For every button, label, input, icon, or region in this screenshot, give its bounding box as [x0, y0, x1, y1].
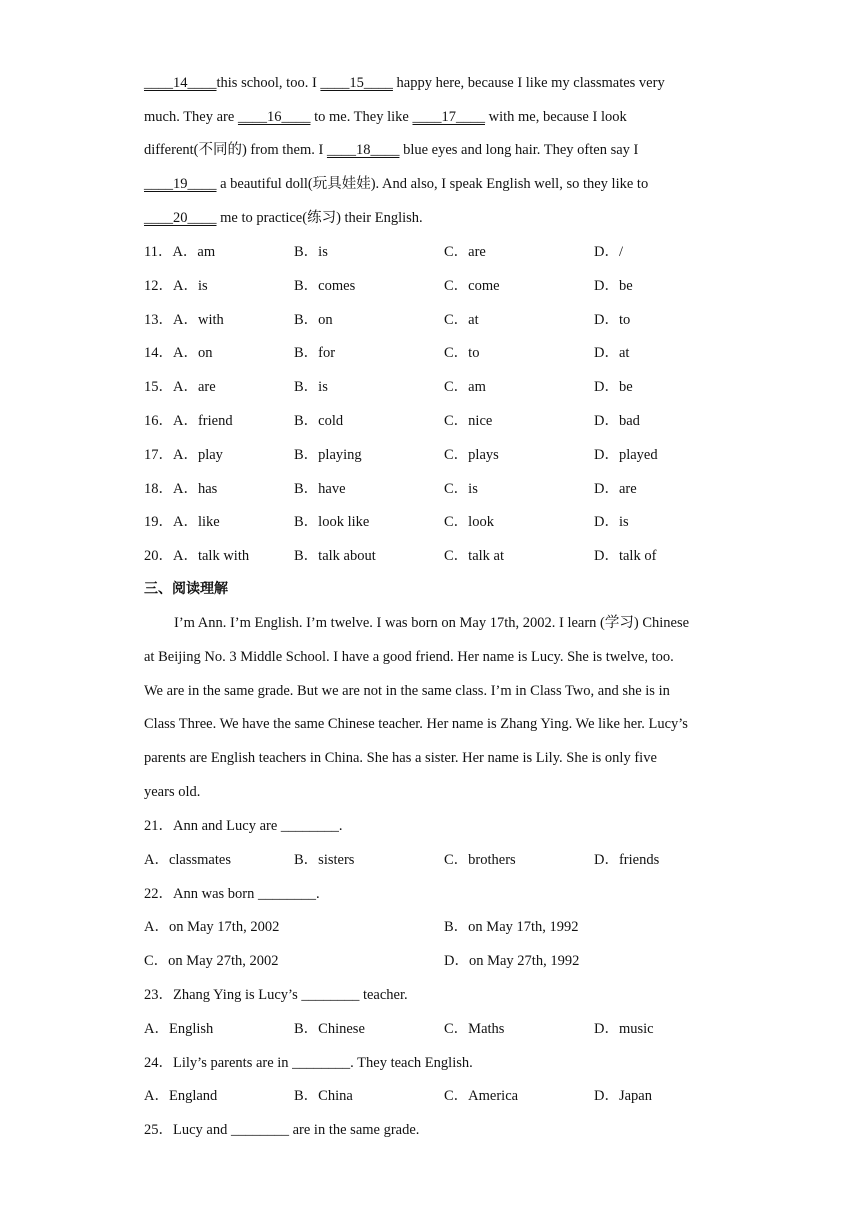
option-a: A．on May 17th, 2002: [144, 919, 280, 936]
reading-line: Class Three. We have the same Chinese teacher. Her name is Zhang Ying. We like her. Lucy’s: [144, 716, 688, 733]
passage-line: [144, 73, 665, 93]
option-c: C．am: [444, 379, 486, 396]
option-c: C．America: [444, 1088, 519, 1105]
option-d: D．are: [594, 480, 637, 497]
passage-text: with me, because I look: [484, 109, 627, 125]
option-b: B．look like: [294, 514, 370, 531]
passage-text: me to practice(练习) their English.: [216, 210, 423, 226]
option-c: C．come: [444, 277, 500, 294]
passage-line: [144, 107, 627, 127]
reading-line: parents are English teachers in China. She has a sister. Her name is Lily. She is only five: [144, 750, 657, 767]
option-a: A．England: [144, 1088, 218, 1105]
option-b: B．have: [294, 480, 346, 497]
answer-blank: ____17____: [412, 109, 485, 125]
question-stem: 23．Zhang Ying is Lucy’s ________ teacher.: [144, 987, 408, 1003]
option-c: C．is: [444, 480, 478, 497]
section-heading: 三、阅读理解: [144, 581, 228, 597]
option-a: 11．A．am: [144, 244, 216, 260]
option-c: C．to: [444, 345, 480, 362]
option-b: B．China: [294, 1088, 353, 1105]
question-stem: 21．Ann and Lucy are ________.: [144, 818, 343, 834]
option-b: B．is: [294, 244, 328, 260]
passage-text: this school, too. I: [216, 75, 321, 91]
option-d: D．at: [594, 345, 630, 362]
option-d: D．talk of: [594, 548, 657, 565]
option-b: B．comes: [294, 277, 356, 294]
option-d: D．bad: [594, 413, 640, 429]
question-stem: 24．Lily’s parents are in ________. They teach English.: [144, 1054, 473, 1071]
option-c: C．are: [444, 244, 486, 260]
reading-line: at Beijing No. 3 Middle School. I have a good friend. Her name is Lucy. She is twelve, too.: [144, 648, 674, 665]
option-a: A．classmates: [144, 851, 231, 868]
option-b: B．on: [294, 311, 333, 328]
answer-blank: ____15____: [320, 75, 393, 91]
option-b: B．for: [294, 345, 336, 362]
option-c: C．brothers: [444, 851, 516, 868]
option-d: D．to: [594, 311, 631, 328]
option-d: D．is: [594, 514, 629, 531]
option-c: C．at: [444, 311, 479, 328]
answer-blank: ____14____: [144, 75, 217, 91]
answer-blank: ____18____: [326, 142, 400, 158]
question-stem: 25．Lucy and ________ are in the same grade.: [144, 1122, 420, 1139]
option-a: 20．A．talk with: [144, 548, 250, 565]
option-a: 17．A．play: [144, 446, 223, 463]
option-c: C．Maths: [444, 1020, 505, 1037]
option-a: 19．A．like: [144, 514, 220, 531]
option-a: 16．A．friend: [144, 413, 233, 429]
passage-line: [144, 140, 638, 160]
option-b: B．talk about: [294, 548, 376, 565]
option-d: D．Japan: [594, 1088, 652, 1105]
option-b: B．playing: [294, 446, 362, 463]
option-c: C．plays: [444, 446, 499, 463]
option-d: D．played: [594, 446, 658, 463]
option-d: D．be: [594, 277, 633, 294]
option-c: C．nice: [444, 413, 493, 429]
answer-blank: ____16____: [237, 109, 311, 125]
option-a: 18．A．has: [144, 480, 218, 497]
option-d: D．on May 27th, 1992: [444, 953, 580, 970]
option-a: 14．A．on: [144, 345, 213, 362]
passage-text: to me. They like: [310, 109, 413, 125]
option-d: D．/: [594, 244, 623, 260]
passage-text: different(不同的) from them. I: [144, 142, 327, 158]
passage-line: [144, 208, 423, 228]
answer-blank: ____19____: [144, 176, 217, 192]
passage-text: happy here, because I like my classmates very: [392, 75, 665, 91]
option-c: C．on May 27th, 2002: [144, 953, 279, 970]
option-b: B．cold: [294, 413, 344, 429]
reading-line: years old.: [144, 784, 201, 800]
passage-text: much. They are: [144, 109, 238, 125]
option-c: C．look: [444, 514, 494, 531]
option-a: 12．A．is: [144, 277, 208, 294]
option-b: B．is: [294, 379, 328, 396]
reading-line: I’m Ann. I’m English. I’m twelve. I was born on May 17th, 2002. I learn (学习) Chinese: [174, 615, 690, 631]
option-d: D．be: [594, 379, 633, 396]
option-b: B．sisters: [294, 851, 355, 868]
passage-text: blue eyes and long hair. They often say I: [399, 142, 639, 158]
option-a: A．English: [144, 1020, 214, 1037]
option-a: 15．A．are: [144, 379, 216, 396]
reading-line: We are in the same grade. But we are not in the same class. I’m in Class Two, and she is in: [144, 682, 670, 699]
answer-blank: ____20____: [144, 210, 217, 226]
option-d: D．friends: [594, 851, 660, 868]
passage-text: a beautiful doll(玩具娃娃). And also, I speak English well, so they like to: [216, 176, 649, 192]
option-c: C．talk at: [444, 548, 505, 565]
option-b: B．Chinese: [294, 1020, 365, 1037]
question-stem: 22．Ann was born ________.: [144, 885, 320, 902]
passage-line: [144, 174, 648, 194]
option-d: D．music: [594, 1020, 654, 1037]
option-a: 13．A．with: [144, 311, 224, 328]
option-b: B．on May 17th, 1992: [444, 919, 579, 936]
